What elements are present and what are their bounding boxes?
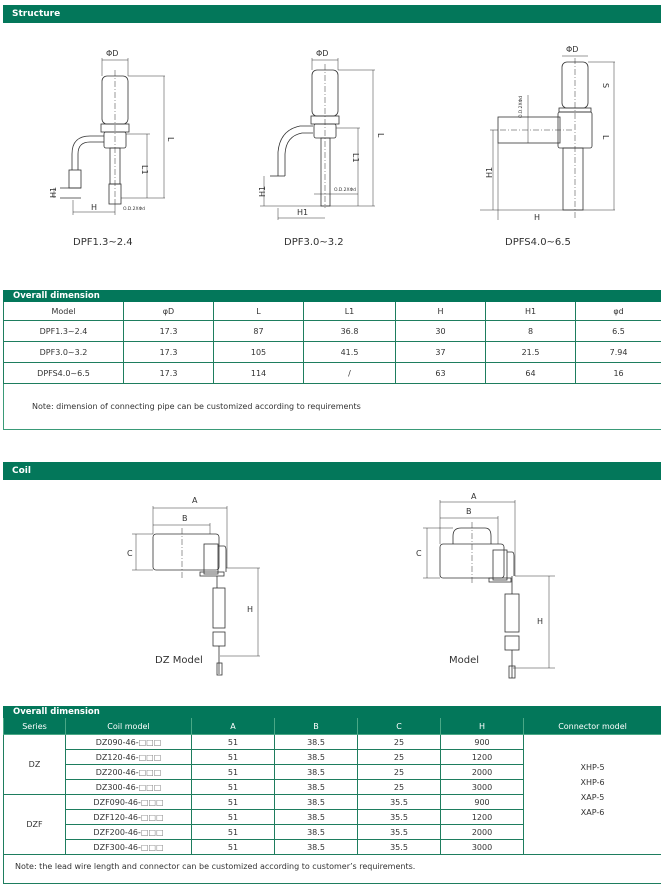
drawing-dpf-1-3 bbox=[40, 40, 180, 220]
drawing-dpf-3-0 bbox=[250, 40, 390, 220]
svg-text:L: L bbox=[601, 135, 610, 140]
svg-text:H1: H1 bbox=[297, 208, 309, 217]
svg-text:O.D.2XΦd: O.D.2XΦd bbox=[334, 188, 357, 193]
table-row: DZ DZ090-46-□□□ 51 38.5 25 900 XHP-5 XHP-6 XAP-5 XAP-6 bbox=[4, 735, 661, 750]
col-header: φd bbox=[576, 302, 661, 321]
col-header: Connector model bbox=[524, 718, 661, 735]
svg-text:L1: L1 bbox=[140, 165, 149, 175]
svg-text:H: H bbox=[537, 617, 544, 626]
col-header: φD bbox=[124, 302, 214, 321]
svg-text:L1: L1 bbox=[351, 153, 360, 163]
table-title: Overall dimension bbox=[4, 291, 661, 302]
svg-text:B: B bbox=[182, 514, 188, 523]
svg-text:A: A bbox=[192, 496, 198, 505]
valve-dimension-table bbox=[3, 290, 661, 430]
col-header: A bbox=[192, 718, 275, 735]
col-header: L bbox=[214, 302, 304, 321]
svg-text:H1: H1 bbox=[258, 185, 267, 197]
svg-text:ΦD: ΦD bbox=[566, 45, 579, 54]
col-header: Series bbox=[4, 718, 66, 735]
svg-text:O.D.2XΦd: O.D.2XΦd bbox=[519, 95, 524, 118]
svg-text:C: C bbox=[127, 549, 133, 558]
drawing-dzf-coil bbox=[405, 484, 555, 679]
caption-model: Model bbox=[449, 655, 480, 666]
table-row: DZF200-46-□□□ 51 38.5 35.5 2000 bbox=[4, 825, 661, 840]
svg-text:H: H bbox=[247, 605, 254, 614]
svg-text:A: A bbox=[471, 492, 477, 501]
col-header: H1 bbox=[486, 302, 576, 321]
table-row: DPF1.3~2.4 17.3 87 36.8 30 8 6.5 bbox=[4, 321, 661, 342]
col-header: L1 bbox=[304, 302, 396, 321]
svg-text:H: H bbox=[91, 203, 98, 212]
col-header: C bbox=[358, 718, 441, 735]
table-note: Note: the lead wire length and connector can be customized according to customer’s requirements. bbox=[4, 855, 661, 884]
drawing-dpfs-4-0 bbox=[460, 40, 620, 220]
col-header: Coil model bbox=[66, 718, 192, 735]
svg-text:C: C bbox=[416, 549, 422, 558]
drawing-dz-coil bbox=[120, 488, 260, 678]
svg-text:L: L bbox=[166, 137, 175, 142]
connector-model-cell: XHP-5 XHP-6 XAP-5 XAP-6 bbox=[524, 735, 661, 855]
svg-text:B: B bbox=[466, 507, 472, 516]
series-cell: DZ bbox=[4, 735, 66, 795]
table-header-row bbox=[4, 718, 661, 735]
table-row: DZF DZF090-46-□□□ 51 38.5 35.5 900 bbox=[4, 795, 661, 810]
table-row: DZ300-46-□□□ 51 38.5 25 3000 bbox=[4, 780, 661, 795]
svg-text:S: S bbox=[601, 83, 610, 89]
table-row: DPFS4.0~6.5 17.3 114 / 63 64 16 bbox=[4, 363, 661, 384]
section-header-structure: Structure bbox=[3, 5, 661, 23]
caption-dpf-1-3: DPF1.3~2.4 bbox=[73, 237, 133, 248]
series-cell: DZF bbox=[4, 795, 66, 855]
table-note: Note: dimension of connecting pipe can be customized according to requirements bbox=[4, 384, 661, 430]
label-phi-d: ΦD bbox=[106, 49, 119, 58]
table-row: DZF120-46-□□□ 51 38.5 35.5 1200 bbox=[4, 810, 661, 825]
col-header: H bbox=[441, 718, 524, 735]
col-header: Model bbox=[4, 302, 124, 321]
caption-dz-model: DZ Model bbox=[155, 655, 203, 666]
coil-dimension-table bbox=[3, 706, 661, 884]
col-header: B bbox=[275, 718, 358, 735]
caption-dpfs-4-0: DPFS4.0~6.5 bbox=[505, 237, 571, 248]
table-header-row bbox=[4, 302, 661, 321]
svg-text:H1: H1 bbox=[485, 166, 494, 178]
section-header-coil: Coil bbox=[3, 462, 661, 480]
caption-dpf-3-0: DPF3.0~3.2 bbox=[284, 237, 344, 248]
table-row: DPF3.0~3.2 17.3 105 41.5 37 21.5 7.94 bbox=[4, 342, 661, 363]
col-header: H bbox=[396, 302, 486, 321]
table-row: DZ200-46-□□□ 51 38.5 25 2000 bbox=[4, 765, 661, 780]
table-row: DZF300-46-□□□ 51 38.5 35.5 3000 bbox=[4, 840, 661, 855]
table-row: DZ120-46-□□□ 51 38.5 25 1200 bbox=[4, 750, 661, 765]
table-title: Overall dimension bbox=[4, 707, 661, 718]
svg-text:H: H bbox=[534, 213, 541, 220]
svg-text:L: L bbox=[376, 133, 385, 138]
svg-text:ΦD: ΦD bbox=[316, 49, 329, 58]
svg-text:H1: H1 bbox=[49, 186, 58, 198]
svg-text:O.D.2XΦd: O.D.2XΦd bbox=[123, 207, 146, 212]
